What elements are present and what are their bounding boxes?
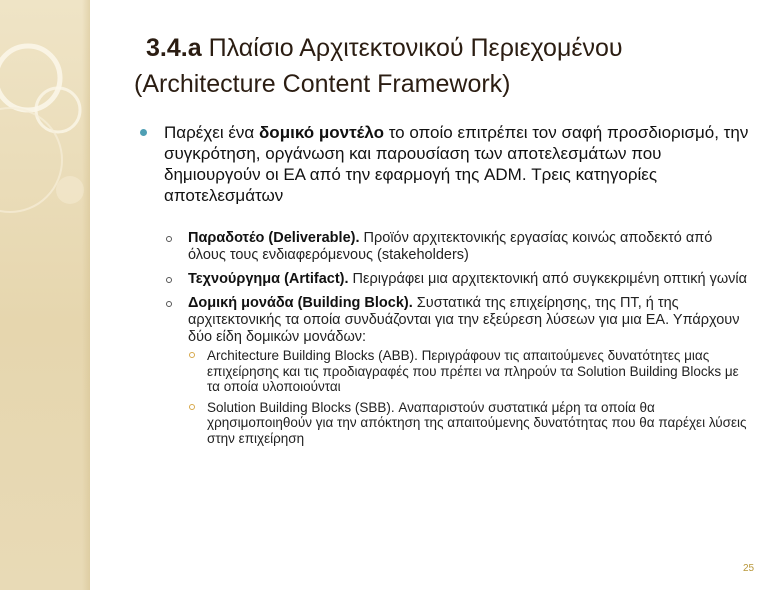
categories-list xyxy=(140,230,750,446)
term-part-b: Artifact xyxy=(288,271,340,287)
ring-bullet-icon xyxy=(166,277,172,283)
term-part-a: Παραδοτέο ( xyxy=(188,230,274,246)
ring-bullet-icon xyxy=(166,236,172,242)
main-bullet-text-a: Παρέχει ένα xyxy=(164,123,259,142)
category-building-block xyxy=(164,295,750,446)
building-blocks-list xyxy=(188,348,750,446)
building-block-sbb xyxy=(188,400,750,447)
page-number: 25 xyxy=(743,563,755,574)
main-bullet xyxy=(140,122,750,206)
title-text-greek: Πλαίσιο Αρχιτεκτονικού Περιεχομένου xyxy=(208,34,623,62)
title-line-2: (Architecture Content Framework) xyxy=(134,70,511,98)
term-part-c: ). xyxy=(339,271,349,287)
slide-title xyxy=(134,30,754,102)
term-part-b: Deliverable xyxy=(273,230,351,246)
slide-content xyxy=(140,122,750,453)
ring-bullet-icon xyxy=(166,301,172,307)
decorative-sidebar xyxy=(0,0,90,590)
building-block-abb xyxy=(188,348,750,395)
category-text: Συστατικά της επιχείρησης, της ΠΤ, ή της αρχιτεκτονικής τα οποία συνδυάζονται για την εξεύρεση λύσεων για μια ΕΑ. Υπάρχουν δύο είδη δομικών μονάδων: xyxy=(188,295,740,345)
term-part-a: Δομική μονάδα (Building Block) xyxy=(188,295,409,311)
term-part-c: . xyxy=(408,295,413,311)
small-ring-bullet-icon xyxy=(189,404,195,410)
category-deliverable xyxy=(164,230,750,264)
sidebar-edge xyxy=(82,0,90,590)
main-bullet-text-b: το οποίο επιτρέπει τον σαφή προσδιορισμό, την συγκρότηση, οργάνωση και παρουσίαση των αποτελεσμάτων που δημιουργούν οι ΕΑ από την εφαρμογή της ADM. Τρεις κατηγορίες αποτελεσμάτων xyxy=(164,123,749,205)
building-block-text: Solution Building Blocks (SBB). Αναπαριστούν συστατικά μέρη τα οποία θα χρησιμοποιηθούν για την απόκτηση της απαιτούμενης δυνατότητας που θα παρέχει λύσεις στην επιχείρηση xyxy=(207,399,747,446)
category-term xyxy=(188,295,413,311)
term-part-c: ). xyxy=(350,230,360,246)
title-line-1 xyxy=(134,30,754,66)
main-bullet-bold: δομικό μοντέλο xyxy=(259,123,384,142)
category-artifact xyxy=(164,271,750,288)
building-block-text: Architecture Building Blocks (ABB). Περιγράφουν τις απαιτούμενες δυνατότητες μιας επιχείρησης και τις προδιαγραφές που πρέπει να πληρούν τα Solution Building Blocks με τα οποία υλοποιούνται xyxy=(207,348,739,394)
category-term xyxy=(188,271,349,287)
bullet-dot-icon xyxy=(140,129,147,136)
small-ring-bullet-icon xyxy=(189,352,195,358)
term-part-a: Τεχνούργημα ( xyxy=(188,271,289,287)
category-text: Περιγράφει μια αρχιτεκτονική από συγκεκριμένη οπτική γωνία xyxy=(348,271,748,287)
decorative-circles xyxy=(0,0,90,590)
category-text: Προϊόν αρχιτεκτονικής εργασίας κοινώς αποδεκτό από όλους τους ενδιαφερόμενους (stakeholders) xyxy=(188,230,713,263)
title-number: 3.4.a xyxy=(146,34,202,62)
category-term xyxy=(188,230,360,246)
